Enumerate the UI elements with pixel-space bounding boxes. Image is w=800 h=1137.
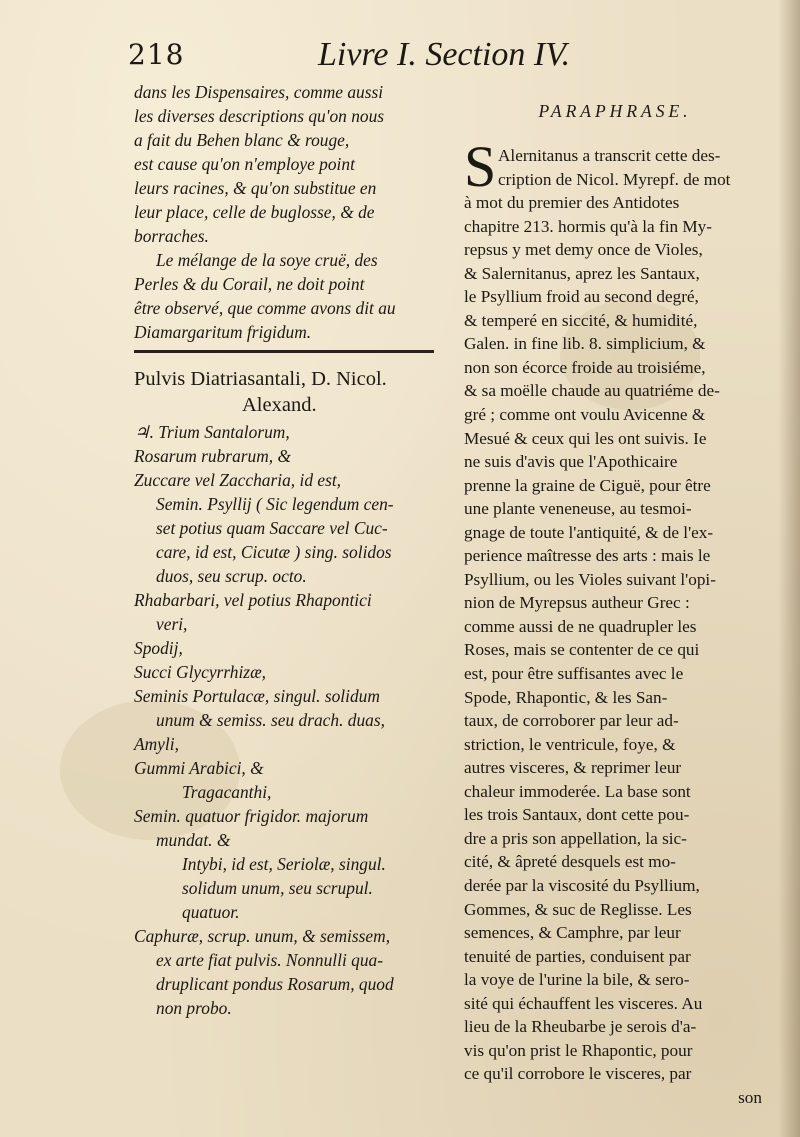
recipe-line: Succi Glycyrrhizæ, xyxy=(134,662,267,682)
text-line: les trois Santaux, dont cette pou- xyxy=(464,805,690,825)
text-line: Diamargaritum frigidum. xyxy=(134,322,312,342)
drop-cap: S xyxy=(464,134,497,199)
text-line: borraches. xyxy=(134,226,209,246)
text-line: cription de Nicol. Myrepf. de mot xyxy=(498,169,731,189)
paraphrase-body xyxy=(464,134,766,1109)
text-line: gré ; comme ont voulu Avicenne & xyxy=(464,405,706,425)
recipe-line: quatuor. xyxy=(182,902,240,922)
text-line: autres visceres, & reprimer leur xyxy=(464,758,682,778)
text-line: dre a pris son appellation, la sic- xyxy=(464,828,687,848)
recipe-line: ex arte fiat pulvis. Nonnulli qua- xyxy=(156,950,384,970)
text-line: cité, & âpreté desquels est mo- xyxy=(464,852,676,872)
text-line: taux, de corroborer par leur ad- xyxy=(464,711,679,731)
recipe-line: Seminis Portulacæ, singul. solidum xyxy=(134,686,380,706)
recipe-line: Amyli, xyxy=(134,734,179,754)
page-spine-shadow xyxy=(778,0,800,1137)
catchword: son xyxy=(738,1087,762,1107)
text-line: vis qu'on prist le Rhapontic, pour xyxy=(464,1040,693,1060)
section-title xyxy=(134,366,444,418)
text-line: être observé, que comme avons dit au xyxy=(134,298,396,318)
text-line: sité qui échauffent les visceres. Au xyxy=(464,993,703,1013)
recipe-line: ♃. Trium Santalorum, xyxy=(134,422,290,442)
recipe-line: Caphuræ, scrup. unum, & semissem, xyxy=(134,926,391,946)
recipe-list xyxy=(134,420,444,1020)
text-line: tenuité de parties, conduisent par xyxy=(464,946,691,966)
recipe-line: care, id est, Cicutæ ) sing. solidos xyxy=(156,542,392,562)
text-line: est cause qu'on n'employe point xyxy=(134,154,355,174)
text-line: leur place, celle de buglosse, & de xyxy=(134,202,375,222)
recipe-line: Zuccare vel Zaccharia, id est, xyxy=(134,470,342,490)
recipe-line: solidum unum, seu scrupul. xyxy=(182,878,373,898)
text-line: Le mélange de la soye cruë, des xyxy=(156,250,378,270)
paraphrase-heading: PARAPHRASE. xyxy=(538,101,692,121)
text-line: non son écorce froide au troisiéme, xyxy=(464,357,706,377)
text-line: nion de Myrepsus autheur Grec : xyxy=(464,593,690,613)
text-line: Galen. in fine lib. 8. simplicium, & xyxy=(464,334,706,354)
text-line: dans les Dispensaires, comme aussi xyxy=(134,82,384,102)
text-line: à mot du premier des Antidotes xyxy=(464,193,680,213)
page-number: 218 xyxy=(128,38,185,71)
text-line: & temperé en siccité, & humidité, xyxy=(464,310,698,330)
recipe-line: Semin. quatuor frigidor. majorum xyxy=(134,806,369,826)
text-line: prenne la graine de Ciguë, pour être xyxy=(464,475,711,495)
running-head: Livre I. Section IV. xyxy=(318,36,571,73)
right-column-text xyxy=(464,80,766,1109)
text-line: la voye de l'urine la bile, & sero- xyxy=(464,970,690,990)
recipe-line: Tragacanthi, xyxy=(182,782,272,802)
recipe-line: Gummi Arabici, & xyxy=(134,758,264,778)
text-line: chaleur immoderée. La base sont xyxy=(464,781,691,801)
recipe-line: Spodij, xyxy=(134,638,183,658)
page-header xyxy=(128,38,648,84)
text-line: Perles & du Corail, ne doit point xyxy=(134,274,365,294)
text-line: Gommes, & suc de Reglisse. Les xyxy=(464,899,692,919)
text-line: ce qu'il corrobore le visceres, par xyxy=(464,1064,692,1084)
text-line: comme aussi de ne quadrupler les xyxy=(464,616,697,636)
recipe-line: non probo. xyxy=(156,998,232,1018)
recipe-line: set potius quam Saccare vel Cuc- xyxy=(156,518,388,538)
text-line: semences, & Camphre, par leur xyxy=(464,923,681,943)
text-line: repsus y met demy once de Violes, xyxy=(464,240,703,260)
text-line: derée par la viscosité du Psyllium, xyxy=(464,875,700,895)
recipe-line: unum & semiss. seu drach. duas, xyxy=(156,710,385,730)
recipe-line: Rosarum rubrarum, & xyxy=(134,446,292,466)
text-line: les diverses descriptions qu'on nous xyxy=(134,106,385,126)
text-line: une plante veneneuse, au tesmoi- xyxy=(464,499,692,519)
text-line: a fait du Behen blanc & rouge, xyxy=(134,130,350,150)
text-line: est, pour être suffisantes avec le xyxy=(464,664,684,684)
text-line: striction, le ventricule, foye, & xyxy=(464,734,676,754)
section-title-line: Alexand. xyxy=(242,394,317,416)
section-title-line: Pulvis Diatriasantali, D. Nicol. xyxy=(134,368,387,390)
text-line: le Psyllium froid au second degré, xyxy=(464,287,699,307)
text-line: Psyllium, ou les Violes suivant l'opi- xyxy=(464,569,716,589)
text-line: Roses, mais se contenter de ce qui xyxy=(464,640,700,660)
recipe-line: Intybi, id est, Seriolæ, singul. xyxy=(182,854,386,874)
left-column-text xyxy=(134,80,438,344)
text-line: gnage de toute l'antiquité, & de l'ex- xyxy=(464,522,714,542)
text-line: & Salernitanus, aprez les Santaux, xyxy=(464,263,700,283)
recipe-line: duos, seu scrup. octo. xyxy=(156,566,307,586)
text-line: leurs racines, & qu'on substitue en xyxy=(134,178,377,198)
recipe-line: Semin. Psyllij ( Sic legendum cen- xyxy=(156,494,394,514)
recipe-line: Rhabarbari, vel potius Rhapontici xyxy=(134,590,372,610)
recipe-line: veri, xyxy=(156,614,188,634)
text-line: Spode, Rhapontic, & les San- xyxy=(464,687,668,707)
text-line: perience maîtresse des arts : mais le xyxy=(464,546,711,566)
section-divider xyxy=(134,350,434,353)
recipe-line: druplicant pondus Rosarum, quod xyxy=(156,974,394,994)
text-line: lieu de la Rheubarbe je serois d'a- xyxy=(464,1017,697,1037)
text-line: chapitre 213. hormis qu'à la fin My- xyxy=(464,216,712,236)
recipe-line: mundat. & xyxy=(156,830,231,850)
text-line: & sa moëlle chaude au quatriéme de- xyxy=(464,381,720,401)
text-line: Alernitanus a transcrit cette des- xyxy=(498,146,721,165)
text-line: Mesué & ceux qui les ont suivis. Ie xyxy=(464,428,707,448)
text-line: ne suis d'avis que l'Apothicaire xyxy=(464,452,678,472)
